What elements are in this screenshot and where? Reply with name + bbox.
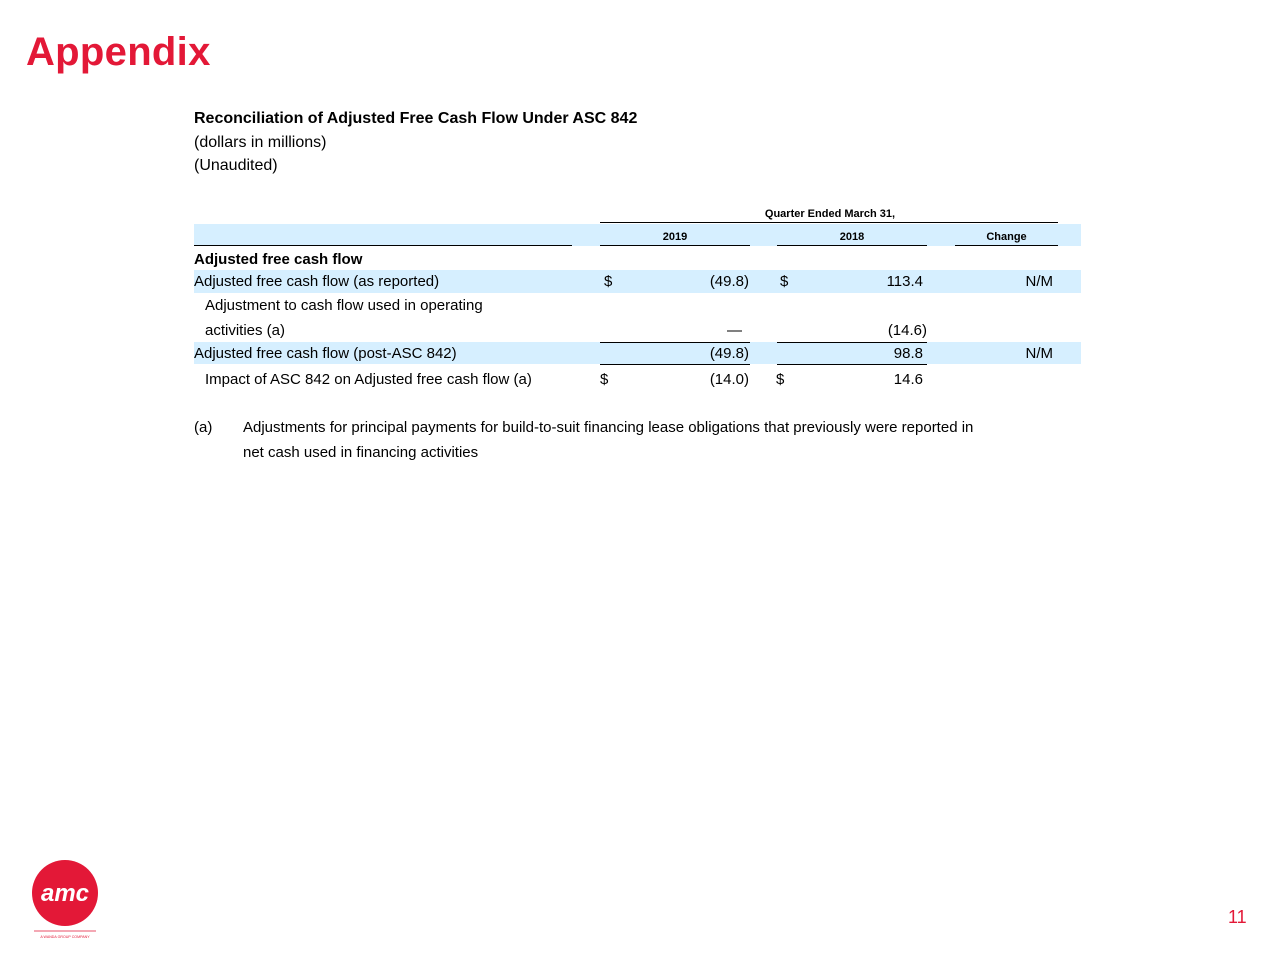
row-value-2019: (49.8)	[709, 345, 749, 362]
row-currency-2019: $	[600, 371, 609, 388]
row-value-2019: —	[727, 322, 742, 339]
row-value-change: N/M	[1025, 273, 1053, 290]
subtotal-rule-2018	[777, 342, 927, 343]
footnote-line2: net cash used in financing activities	[243, 444, 479, 461]
total-rule-2018	[777, 364, 927, 365]
col-header-2018: 2018	[839, 231, 865, 243]
col-header-2019: 2019	[662, 231, 688, 243]
row-label-adjustment-line2: activities (a)	[205, 322, 286, 339]
row-label-adjustment-line1: Adjustment to cash flow used in operating	[205, 297, 483, 314]
table-subtitle: (dollars in millions)	[194, 134, 327, 151]
amc-logo-icon	[30, 858, 100, 940]
page-number: 11	[1228, 907, 1247, 927]
row-value-2018: (14.6)	[887, 322, 927, 339]
footnote-line1: Adjustments for principal payments for build-to-suit financing lease obligations that previously were reported in	[243, 419, 974, 436]
row-value-change: N/M	[1025, 345, 1053, 362]
col-2018-rule	[777, 245, 927, 246]
row-value-2019: (49.8)	[709, 273, 749, 290]
slide-title: Appendix	[26, 30, 211, 74]
amc-logo	[30, 858, 100, 940]
table-title: Reconciliation of Adjusted Free Cash Flow Under ASC 842	[194, 110, 638, 127]
col-change-rule	[955, 245, 1058, 246]
row-value-2019: (14.0)	[709, 371, 749, 388]
total-rule-2019	[600, 364, 750, 365]
subtotal-rule-2019	[600, 342, 750, 343]
row-currency-2018: $	[776, 371, 785, 388]
footnote-marker: (a)	[194, 419, 213, 436]
row-value-2018: 113.4	[886, 273, 923, 290]
row-label-post-asc: Adjusted free cash flow (post-ASC 842)	[194, 345, 457, 362]
row-label-reported: Adjusted free cash flow (as reported)	[194, 273, 440, 290]
col-2019-rule	[600, 245, 750, 246]
row-currency-2019: $	[604, 273, 613, 290]
period-header-rule	[600, 222, 1058, 223]
table-note: (Unaudited)	[194, 157, 278, 174]
label-header-rule	[194, 245, 572, 246]
period-header: Quarter Ended March 31,	[764, 208, 896, 220]
row-label-impact: Impact of ASC 842 on Adjusted free cash flow (a)	[205, 371, 532, 388]
col-header-change: Change	[986, 231, 1027, 243]
section-title: Adjusted free cash flow	[194, 251, 363, 268]
row-value-2018: 14.6	[893, 371, 923, 388]
row-currency-2018: $	[780, 273, 789, 290]
amc-logo-wordmark: amc	[40, 880, 90, 907]
amc-logo-tagline: A WANDA GROUP COMPANY	[40, 935, 90, 939]
row-value-2018: 98.8	[893, 345, 923, 362]
